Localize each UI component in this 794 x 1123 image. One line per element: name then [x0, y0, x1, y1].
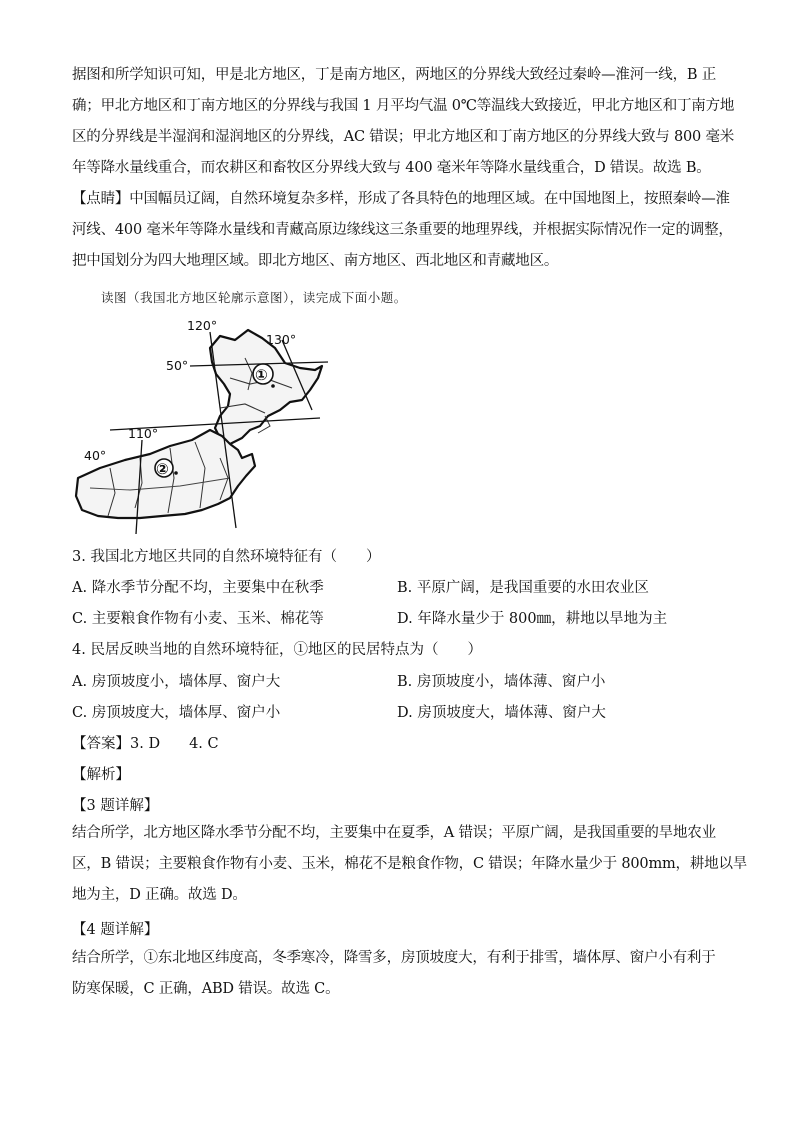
analysis-paragraph: [72, 60, 735, 184]
question-4-option-c: C. 房顶坡度大，墙体厚、窗户小: [72, 705, 281, 721]
north-china-map: [70, 318, 400, 540]
text-line: 确；甲北方地区和丁南方地区的分界线与我国 1 月平均气温 0℃等温线大致接近，甲北方地区和丁南方地: [72, 98, 735, 114]
text-line: 区，B 错误；主要粮食作物有小麦、玉米，棉花不是粮食作物，C 错误；年降水量少于 800mm，耕地以旱: [72, 856, 748, 872]
marker-2: ②: [156, 460, 169, 478]
figure-caption: 读图（我国北方地区轮廓示意图），读完成下面小题。: [101, 290, 407, 305]
text-line: 结合所学，①东北地区纬度高，冬季寒冷，降雪多，房顶坡度大，有利于排雪，墙体厚、窗户小有利于: [72, 950, 716, 966]
detail-4-heading: 【4 题详解】: [72, 922, 159, 938]
lon-label-110: 110°: [128, 426, 159, 441]
jiexi-heading: 【解析】: [72, 767, 130, 783]
text-line: 年等降水量线重合，而农耕区和畜牧区分界线大致与 400 毫米年等降水量线重合，D 错误。故选 B。: [72, 160, 711, 176]
question-4-option-a: A. 房顶坡度小，墙体厚、窗户大: [72, 674, 281, 690]
question-3-option-c: C. 主要粮食作物有小麦、玉米、棉花等: [72, 611, 324, 627]
detail-3-heading: 【3 题详解】: [72, 798, 159, 814]
detail-4-paragraph: [72, 943, 722, 1005]
text-line: 河线、400 毫米年等降水量线和青藏高原边缘线这三条重要的地理界线，并根据实际情况作一定的调整，: [72, 222, 733, 238]
marker-1: ①: [255, 366, 268, 384]
question-4-stem: 4. 民居反映当地的自然环境特征，①地区的民居特点为（ ）: [72, 642, 482, 658]
text-line: 结合所学，北方地区降水季节分配不均，主要集中在夏季，A 错误；平原广阔，是我国重要的旱地农业: [72, 825, 716, 841]
text-line: 【点睛】中国幅员辽阔，自然环境复杂多样，形成了各具特色的地理区域。在中国地图上，按照秦岭—淮: [72, 191, 730, 207]
question-4-option-b: B. 房顶坡度小，墙体薄、窗户小: [397, 674, 606, 690]
northeast-outline: [210, 330, 322, 444]
question-3-option-a: A. 降水季节分配不均，主要集中在秋季: [72, 580, 324, 596]
answer-line: 【答案】3. D 4. C: [72, 736, 219, 752]
detail-3-paragraph: [72, 818, 748, 911]
text-line: 把中国划分为四大地理区域。即北方地区、南方地区、西北地区和青藏地区。: [72, 253, 559, 269]
lon-label-120: 120°: [187, 318, 218, 333]
question-3-option-d: D. 年降水量少于 800㎜，耕地以旱地为主: [397, 611, 668, 627]
text-line: 据图和所学知识可知，甲是北方地区，丁是南方地区，两地区的分界线大致经过秦岭—淮河一线，B 正: [72, 67, 717, 83]
lat-label-50: 50°: [166, 358, 189, 373]
text-line: 地为主，D 正确。故选 D。: [72, 887, 247, 903]
text-line: 区的分界线是半湿润和湿润地区的分界线，AC 错误；甲北方地区和丁南方地区的分界线大致与 800 毫米: [72, 129, 735, 145]
question-3-option-b: B. 平原广阔，是我国重要的水田农业区: [397, 580, 649, 596]
lat-label-40: 40°: [84, 448, 107, 463]
question-4-option-d: D. 房顶坡度大，墙体薄、窗户大: [397, 705, 606, 721]
text-line: 防寒保暖，C 正确，ABD 错误。故选 C。: [72, 981, 340, 997]
dianjing-paragraph: [72, 184, 733, 277]
lon-label-130: 130°: [266, 332, 297, 347]
question-3-stem: 3. 我国北方地区共同的自然环境特征有（ ）: [72, 549, 381, 565]
